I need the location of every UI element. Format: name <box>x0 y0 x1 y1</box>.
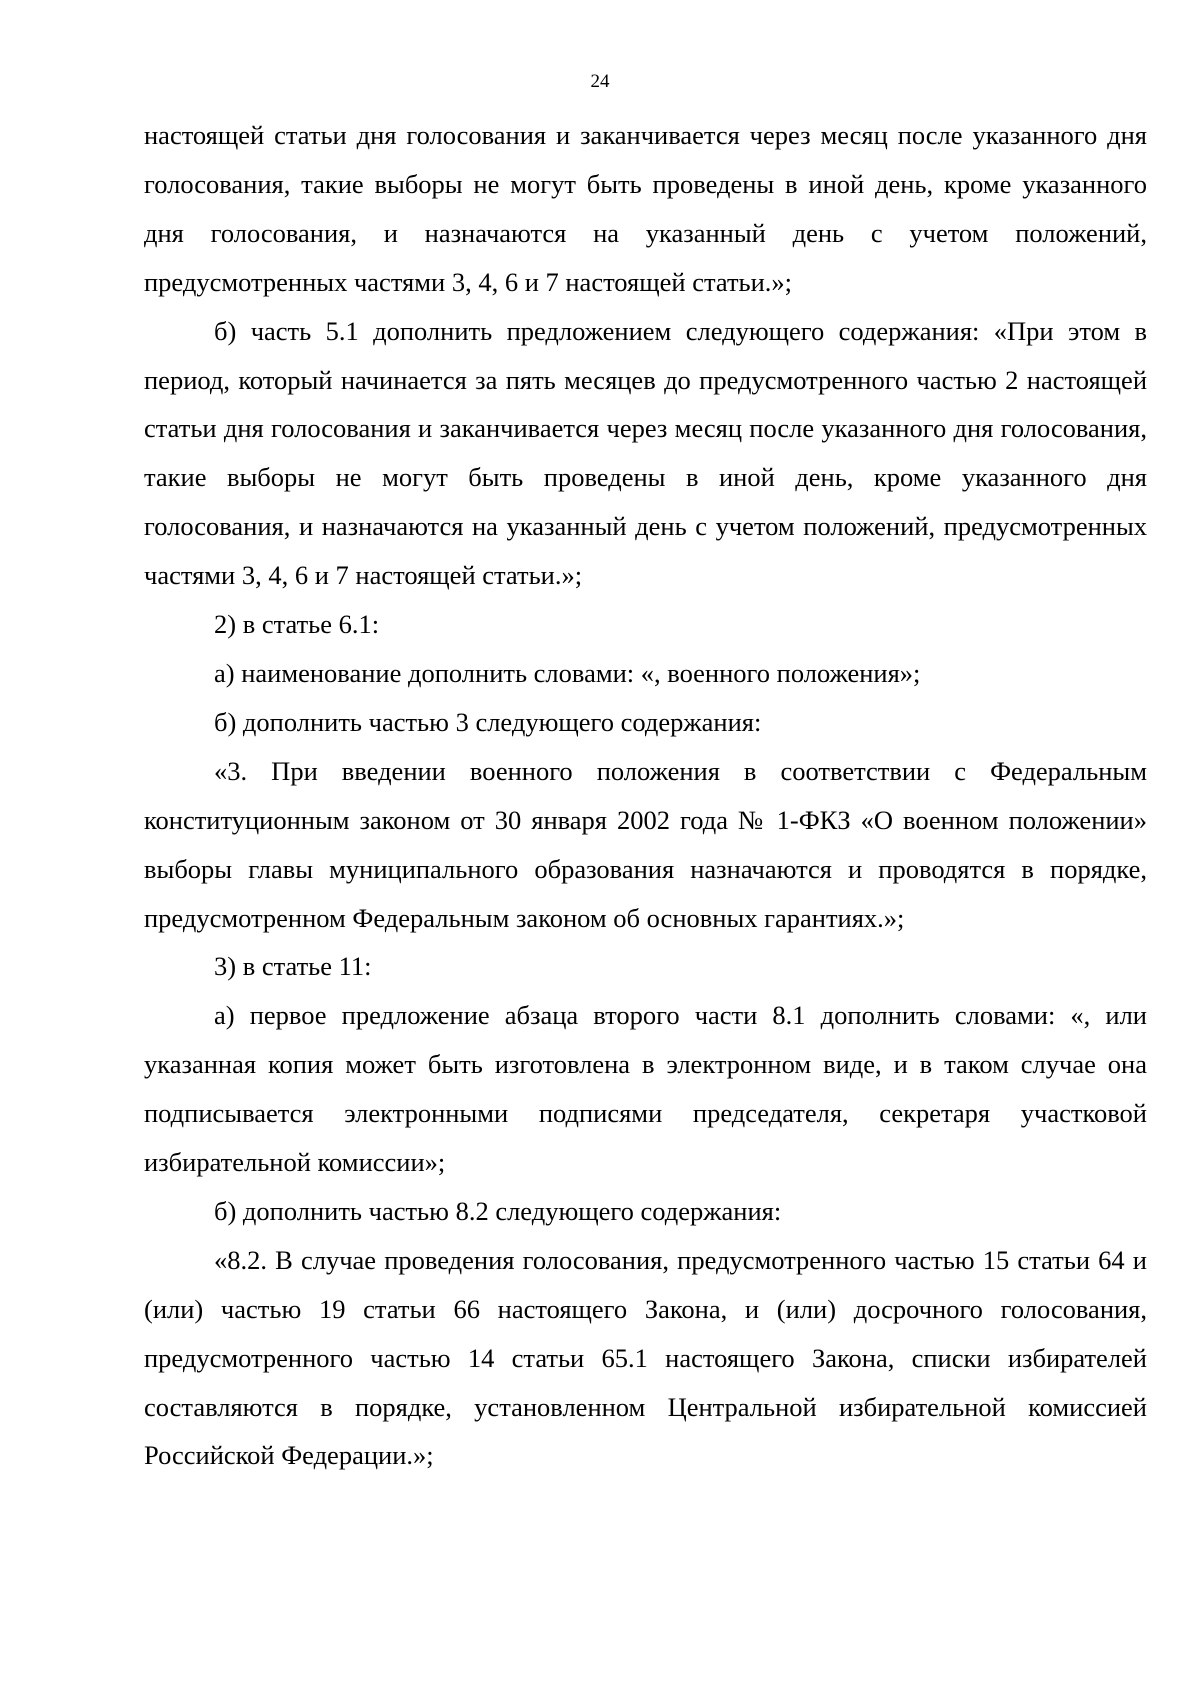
paragraph: а) наименование дополнить словами: «, военного положения»; <box>214 657 921 688</box>
paragraph: «3. При введении военного положения в соответствии с Федеральным конституционным законом от 30 января 2002 года № 1-ФКЗ «О военном положении» выборы главы муниципального образования назначаются и проводятся в порядке, предусмотренном Федеральным законом об основных гарантиях.»; <box>144 755 1147 933</box>
paragraph: «8.2. В случае проведения голосования, предусмотренного частью 15 статьи 64 и (или) частью 19 статьи 66 настоящего Закона, и (или) досрочного голосования, предусмотренного частью 14 статьи 65.1 настоящего Закона, списки избирателей составляются в порядке, установленном Центральной избирательной комиссией Российской Федерации.»; <box>144 1244 1147 1471</box>
paragraph: 3) в статье 11: <box>214 951 372 982</box>
page-number: 24 <box>590 71 610 92</box>
paragraph: б) часть 5.1 дополнить предложением следующего содержания: «При этом в период, который начинается за пять месяцев до предусмотренного частью 2 настоящей статьи дня голосования и заканчивается через месяц после указанного дня голосования, такие выборы не могут быть проведены в иной день, кроме указанного дня голосования, и назначаются на указанный день с учетом положений, предусмотренных частями 3, 4, 6 и 7 настоящей статьи.»; <box>144 315 1147 591</box>
paragraph: а) первое предложение абзаца второго части 8.1 дополнить словами: «, или указанная копия может быть изготовлена в электронном виде, и в таком случае она подписывается электронными подписями председателя, секретаря участковой избирательной комиссии»; <box>144 1000 1147 1178</box>
paragraph: б) дополнить частью 8.2 следующего содержания: <box>214 1195 782 1226</box>
paragraph: 2) в статье 6.1: <box>214 609 380 640</box>
paragraph: б) дополнить частью 3 следующего содержания: <box>214 706 762 737</box>
paragraph: настоящей статьи дня голосования и заканчивается через месяц после указанного дня голосования, такие выборы не могут быть проведены в иной день, кроме указанного дня голосования, и назначаются на указанный день с учетом положений, предусмотренных частями 3, 4, 6 и 7 настоящей статьи.»; <box>144 120 1147 297</box>
document-body <box>144 111 1147 1480</box>
